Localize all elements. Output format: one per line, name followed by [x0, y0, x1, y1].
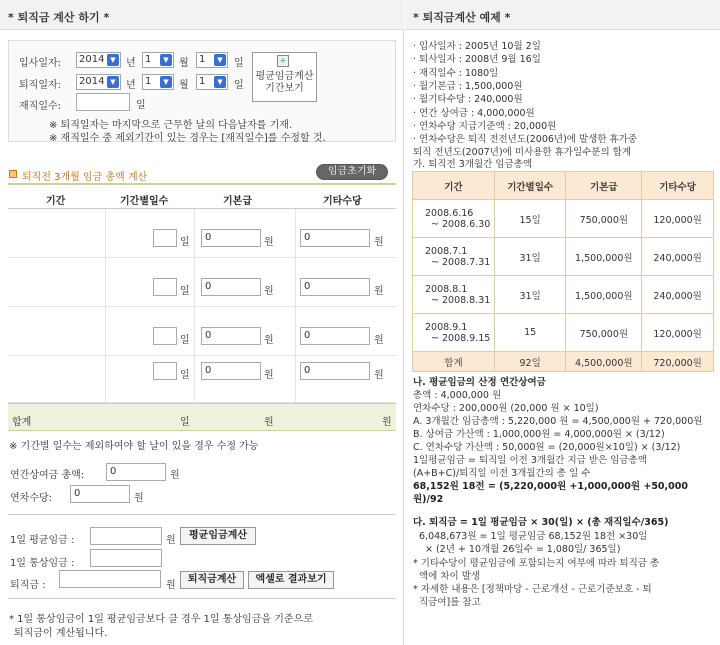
final-line: 액에 차이 발생 [419, 571, 481, 582]
divider [8, 514, 396, 515]
right-title-bar [405, 0, 720, 30]
excel-result-button[interactable]: 엑셀로 결과보기 [248, 571, 334, 589]
ex-days: 31일 [494, 238, 566, 276]
col-period: 기간 [46, 196, 66, 207]
ex-period-end: ~ 2008.6.30 [431, 218, 491, 230]
adjust-note: ※ 기간별 일수는 제외하여야 할 날이 있을 경우 수정 가능 [9, 441, 259, 452]
final-line: × (2년 + 10개월 26일수 = 1,080일/ 365일) [425, 544, 621, 555]
ex-other: 240,000원 [642, 238, 714, 276]
period-days-input[interactable] [153, 278, 177, 296]
calc-line: 나. 평균임금의 산정 연간상여금 [413, 377, 546, 388]
base-pay-unit: 원 [264, 370, 274, 381]
work-days-input[interactable] [76, 93, 130, 111]
ex-table-row [413, 238, 714, 276]
ex-period [413, 238, 495, 276]
section-title: 퇴직전 3개월 임금 총액 계산 [22, 172, 148, 183]
ex-total-other: 720,000원 [642, 352, 714, 372]
left-title: * 퇴직금 계산 하기 * [8, 11, 110, 24]
allowance-unit: 원 [134, 493, 144, 504]
chevron-down-icon: ▼ [160, 76, 172, 88]
avg-view-label-2: 기간보기 [265, 83, 304, 94]
bonus-label: 연간상여금 총액: [10, 470, 85, 481]
chevron-down-icon: ▼ [107, 76, 119, 88]
other-pay-input[interactable]: 0 [300, 229, 370, 247]
ex-table-row [413, 276, 714, 314]
ex-period-end: ~ 2008.7.31 [431, 256, 491, 268]
col-days: 기간별일수 [120, 196, 169, 207]
example-table-caption: 가. 퇴직전 3개월간 임금총액 [413, 159, 533, 170]
period-days-input[interactable] [153, 362, 177, 380]
col-other: 기타수당 [323, 196, 362, 207]
example-info-line: · 월기본급 : 1,500,000원 [413, 80, 523, 92]
note-retire-date: ※ 퇴직일자는 마지막으로 근무한 날의 다음날자를 기재. [49, 120, 293, 131]
start-month-select[interactable]: 1 ▼ [142, 52, 174, 68]
wage-table [8, 183, 396, 429]
ex-total-days: 92일 [494, 352, 566, 372]
calc-line: 총액 : 4,000,000 원 [413, 390, 502, 401]
wage-table-row [8, 258, 396, 307]
avg-wage-unit: 원 [166, 535, 176, 546]
end-date-label: 퇴직일자: [19, 80, 62, 91]
note-work-days: ※ 재직일수 중 제외기간이 있는 경우는 [재직일수]를 수정할 것. [49, 133, 326, 144]
ex-period [413, 314, 495, 352]
ex-period-start: 2008.8.1 [425, 283, 468, 295]
example-info-line: · 월기타수당 : 240,000원 [413, 94, 523, 106]
ex-period [413, 200, 495, 238]
period-days-unit: 일 [180, 335, 190, 346]
chevron-down-icon: ▼ [107, 54, 119, 66]
footer-note-2: 퇴직금이 계산됩니다. [14, 628, 108, 639]
start-day-select[interactable]: 1 ▼ [196, 52, 228, 68]
ex-period [413, 276, 495, 314]
ex-table-row [413, 200, 714, 238]
left-title-bar [0, 0, 404, 30]
final-line: * 기타수당이 평균임금에 포함되는지 여부에 따라 퇴직금 총 [413, 558, 660, 569]
final-line: * 자세한 내용은 [정책마당 - 근로개선 - 근로기준보호 - 퇴 [413, 584, 652, 595]
ex-total-row [413, 352, 714, 372]
day-unit: 일 [234, 80, 244, 91]
other-pay-input[interactable]: 0 [300, 362, 370, 380]
severance-label: 퇴직금 : [10, 580, 46, 591]
base-pay-input[interactable]: 0 [201, 278, 261, 296]
allowance-input[interactable]: 0 [70, 485, 130, 503]
example-info-line: · 입사일자 : 2005년 10월 2일 [413, 41, 541, 52]
divider [8, 598, 396, 599]
final-line: 다. 퇴직금 = 1일 평균임금 × 30(일) × (총 재직일수/365) [413, 517, 669, 528]
ordinary-wage-input[interactable] [90, 549, 162, 567]
footer-note-1: * 1일 통상임금이 1일 평균임금보다 클 경우 1일 통상임금을 기준으로 [9, 614, 313, 625]
month-unit: 월 [179, 80, 189, 91]
avg-view-label-1: 평균임금계산 [255, 71, 314, 82]
ex-other: 240,000원 [642, 276, 714, 314]
avg-wage-input[interactable] [90, 527, 162, 545]
other-pay-unit: 원 [374, 286, 384, 297]
total-other-unit: 원 [382, 417, 392, 428]
total-days-unit: 일 [180, 417, 190, 428]
allowance-label: 연차수당: [10, 493, 53, 504]
wage-table-row [8, 209, 396, 258]
day-unit: 일 [234, 58, 244, 69]
ex-base: 1,500,000원 [566, 276, 642, 314]
end-month-select[interactable]: 1 ▼ [142, 74, 174, 90]
final-line: 6,048,673원 = 1일 평균임금 68,152원 18전 ×30일 [419, 531, 648, 542]
ex-period-start: 2008.9.1 [425, 321, 468, 333]
col-base: 기본급 [223, 196, 252, 207]
bonus-input[interactable]: 0 [106, 463, 166, 481]
date-form-box [8, 40, 396, 142]
avg-wage-period-button[interactable] [252, 52, 317, 102]
calc-line: A. 3개월간 임금총액 : 5,220,000 원 = 4,500,000원 + 720,000원 [413, 416, 703, 427]
ex-period-end: ~ 2008.8.31 [431, 294, 491, 306]
other-pay-input[interactable]: 0 [300, 278, 370, 296]
final-line: 직금여]를 참고 [419, 597, 481, 608]
wage-table-row [8, 307, 396, 356]
example-info-line: · 연차수당은 퇴직 전전년도(2006년)에 발생한 휴가중 [413, 134, 638, 146]
ex-base: 750,000원 [566, 200, 642, 238]
year-unit: 년 [126, 58, 136, 69]
base-pay-input[interactable]: 0 [201, 327, 261, 345]
total-label: 합계 [12, 417, 32, 428]
ex-col-period: 기간 [413, 172, 495, 200]
work-days-label: 재직일수: [19, 101, 62, 112]
month-unit: 월 [179, 58, 189, 69]
base-pay-unit: 원 [264, 237, 274, 248]
example-table [412, 171, 714, 372]
other-pay-unit: 원 [374, 370, 384, 381]
end-year-select[interactable]: 2014 ▼ [76, 74, 121, 90]
ex-total-label: 합계 [413, 352, 495, 372]
period-days-unit: 일 [180, 237, 190, 248]
example-info-line: · 퇴사일자 : 2008년 9월 16일 [413, 54, 541, 66]
start-year-select[interactable]: 2014 ▼ [76, 52, 121, 68]
wage-table-row [8, 356, 396, 403]
ex-days: 15 [494, 314, 566, 352]
total-row [8, 403, 396, 431]
base-pay-input[interactable]: 0 [201, 229, 261, 247]
base-pay-input[interactable]: 0 [201, 362, 261, 380]
other-pay-input[interactable]: 0 [300, 327, 370, 345]
example-info-line: · 재직일수 : 1080일 [413, 67, 499, 79]
ex-base: 1,500,000원 [566, 238, 642, 276]
chevron-down-icon: ▼ [214, 54, 226, 66]
ex-table-row [413, 314, 714, 352]
period-days-unit: 일 [180, 370, 190, 381]
ex-period-end: ~ 2008.9.15 [431, 332, 491, 344]
severance-unit: 원 [166, 580, 176, 591]
chevron-down-icon: ▼ [214, 76, 226, 88]
period-days-input[interactable] [153, 327, 177, 345]
start-date-label: 입사일자: [19, 58, 62, 69]
ex-base: 750,000원 [566, 314, 642, 352]
ex-col-other: 기타수당 [642, 172, 714, 200]
severance-input[interactable] [59, 570, 161, 588]
end-day-select[interactable]: 1 ▼ [196, 74, 228, 90]
work-days-unit: 일 [136, 100, 146, 111]
total-base-unit: 원 [264, 417, 274, 428]
reset-wage-button[interactable]: 임금초기화 [316, 164, 388, 180]
example-info-line: 퇴직 전년도(2007년)에 미사용한 휴가일수분의 합계 [413, 147, 632, 159]
ex-period-start: 2008.7.1 [425, 245, 468, 257]
example-info-line: · 연차수당 지급기준액 : 20,000원 [413, 120, 557, 132]
calc-line: (A+B+C)/퇴직일 이전 3개월간의 총 일 수 [413, 468, 591, 479]
document-add-icon: + [277, 55, 289, 67]
year-unit: 년 [126, 80, 136, 91]
ex-other: 120,000원 [642, 200, 714, 238]
calc-line: B. 상여금 가산액 : 1,000,000원 = 4,000,000원 × (3/12) [413, 429, 665, 440]
calc-line: C. 연차수당 가산액 : 50,000원 = (20,000원×10일) × (3/12) [413, 442, 681, 453]
ex-days: 31일 [494, 276, 566, 314]
right-title: * 퇴직금계산 예제 * [413, 11, 511, 24]
right-panel [405, 0, 720, 645]
calc-bold-1: 68,152원 18전 = (5,220,000원 +1,000,000원 +50,000 [413, 481, 688, 492]
base-pay-unit: 원 [264, 335, 274, 346]
calc-severance-button[interactable]: 퇴직금계산 [180, 571, 244, 589]
calc-avg-wage-button[interactable]: 평균임금계산 [180, 527, 256, 545]
ex-total-base: 4,500,000원 [566, 352, 642, 372]
calc-line: 연차수당 : 200,000원 (20,000 원 × 10일) [413, 403, 599, 414]
calc-bold-2: 원)/92 [413, 494, 444, 505]
other-pay-unit: 원 [374, 237, 384, 248]
ex-col-base: 기본급 [566, 172, 642, 200]
period-days-unit: 일 [180, 286, 190, 297]
calc-line: 1일평균임금 = 퇴직일 이전 3개월간 지급 받은 임금총액 [413, 455, 647, 466]
bonus-unit: 원 [170, 470, 180, 481]
period-days-input[interactable] [153, 229, 177, 247]
base-pay-unit: 원 [264, 286, 274, 297]
ex-col-days: 기간별일수 [494, 172, 566, 200]
avg-wage-label: 1일 평균임금 : [10, 535, 75, 546]
example-info-line: · 연간 상여금 : 4,000,000원 [413, 107, 535, 119]
ex-period-start: 2008.6.16 [425, 207, 474, 219]
ex-days: 15일 [494, 200, 566, 238]
ordinary-wage-label: 1일 통상임금 : [10, 558, 75, 569]
ex-other: 120,000원 [642, 314, 714, 352]
section-square-icon [9, 170, 17, 178]
chevron-down-icon: ▼ [160, 54, 172, 66]
other-pay-unit: 원 [374, 335, 384, 346]
